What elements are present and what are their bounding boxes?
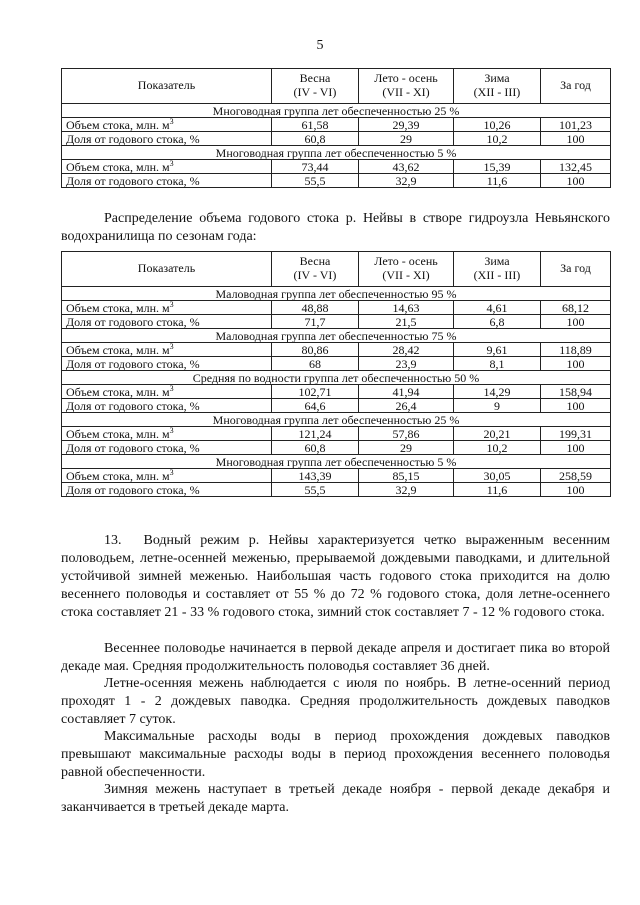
paragraph-distribution: Распределение объема годового стока р. Нейвы в створе гидроузла Невьянского водохранилища по сезонам года: bbox=[61, 211, 610, 244]
table-cell: 68,12 bbox=[541, 301, 611, 315]
table-cell: 10,2 bbox=[454, 441, 541, 455]
table-row bbox=[62, 343, 611, 357]
paragraph-max-discharge: Максимальные расходы воды в период прохождения дождевых паводков превышают максимальные расходы воды в период прохождения весеннего половодья равной обеспеченности. bbox=[61, 729, 610, 780]
table-cell: 29,39 bbox=[359, 118, 454, 132]
row-label-volume bbox=[62, 385, 272, 399]
table-cell: 11,6 bbox=[454, 483, 541, 497]
row-label-text: Объем стока, млн. м bbox=[66, 300, 170, 315]
paragraph-spring-flood: Весеннее половодье начинается в первой декаде апреля и достигает пика во второй декаде мая. Средняя продолжительность половодья составляет 36 дней. bbox=[61, 641, 610, 674]
page-number: 5 bbox=[316, 38, 324, 53]
header-spring-title: Весна bbox=[299, 71, 331, 86]
row-label-text: Объем стока, млн. м bbox=[66, 159, 170, 174]
table-row bbox=[62, 427, 611, 441]
unit-superscript: 3 bbox=[169, 159, 174, 168]
header-winter bbox=[454, 69, 541, 104]
row-label-text: Доля от годового стока, % bbox=[66, 173, 200, 188]
table-cell: 100 bbox=[541, 174, 611, 188]
table-cell: 10,26 bbox=[454, 118, 541, 132]
table-cell: 60,8 bbox=[272, 441, 359, 455]
runoff-table-1 bbox=[61, 68, 611, 188]
paragraph-summer-low-water: Летне-осенняя межень наблюдается с июля по ноябрь. В летне-осенний период проходят 1 - 2 дождевых паводка. Средняя продолжительность дождевых паводков составляет 7 суток. bbox=[61, 676, 610, 727]
table-cell: 32,9 bbox=[359, 174, 454, 188]
row-label-share bbox=[62, 483, 272, 497]
table-cell: 32,9 bbox=[359, 483, 454, 497]
header-winter-months: (XII - III) bbox=[473, 268, 521, 282]
header-summer-title: Лето - осень bbox=[374, 254, 438, 269]
header-year: За год bbox=[541, 69, 611, 104]
table-cell: 73,44 bbox=[272, 160, 359, 174]
table-cell: 41,94 bbox=[359, 385, 454, 399]
group-title-row bbox=[62, 329, 611, 343]
unit-superscript: 3 bbox=[169, 300, 174, 309]
table-cell: 28,42 bbox=[359, 343, 454, 357]
row-label-volume bbox=[62, 118, 272, 132]
table-cell: 29 bbox=[359, 441, 454, 455]
table-cell: 132,45 bbox=[541, 160, 611, 174]
row-label-text: Доля от годового стока, % bbox=[66, 398, 200, 413]
row-label-volume bbox=[62, 160, 272, 174]
table-row bbox=[62, 469, 611, 483]
table-cell: 100 bbox=[541, 315, 611, 329]
table-row bbox=[62, 441, 611, 455]
table-cell: 26,4 bbox=[359, 399, 454, 413]
header-winter-title: Зима bbox=[484, 71, 510, 86]
row-label-share bbox=[62, 132, 272, 146]
header-summer-title: Лето - осень bbox=[374, 71, 438, 86]
row-label-share bbox=[62, 399, 272, 413]
row-label-text: Объем стока, млн. м bbox=[66, 342, 170, 357]
header-spring bbox=[272, 69, 359, 104]
group-title-row bbox=[62, 371, 611, 385]
group-title: Многоводная группа лет обеспеченностью 25 % bbox=[62, 413, 611, 427]
row-label-text: Объем стока, млн. м bbox=[66, 384, 170, 399]
row-label-text: Доля от годового стока, % bbox=[66, 356, 200, 371]
group-title-row bbox=[62, 104, 611, 118]
row-label-text: Объем стока, млн. м bbox=[66, 426, 170, 441]
group-title-row bbox=[62, 287, 611, 301]
header-summer bbox=[359, 252, 454, 287]
table-cell: 100 bbox=[541, 399, 611, 413]
unit-superscript: 3 bbox=[169, 468, 174, 477]
table-cell: 258,59 bbox=[541, 469, 611, 483]
paragraph-number: 13. bbox=[104, 533, 122, 548]
header-spring-months: (IV - VI) bbox=[293, 85, 337, 99]
table-cell: 100 bbox=[541, 441, 611, 455]
table-row bbox=[62, 301, 611, 315]
table-cell: 43,62 bbox=[359, 160, 454, 174]
table-row bbox=[62, 385, 611, 399]
table-cell: 121,24 bbox=[272, 427, 359, 441]
row-label-volume bbox=[62, 469, 272, 483]
table-row bbox=[62, 483, 611, 497]
table-cell: 6,8 bbox=[454, 315, 541, 329]
group-title: Многоводная группа лет обеспеченностью 25 % bbox=[62, 104, 611, 118]
table-row bbox=[62, 357, 611, 371]
table-cell: 60,8 bbox=[272, 132, 359, 146]
runoff-table-2 bbox=[61, 251, 611, 497]
table-cell: 9,61 bbox=[454, 343, 541, 357]
table-cell: 23,9 bbox=[359, 357, 454, 371]
row-label-share bbox=[62, 174, 272, 188]
header-spring bbox=[272, 252, 359, 287]
table-row bbox=[62, 132, 611, 146]
table-cell: 20,21 bbox=[454, 427, 541, 441]
group-title-row bbox=[62, 455, 611, 469]
table-cell: 64,6 bbox=[272, 399, 359, 413]
table-cell: 48,88 bbox=[272, 301, 359, 315]
table-cell: 61,58 bbox=[272, 118, 359, 132]
header-spring-months: (IV - VI) bbox=[293, 268, 337, 282]
row-label-volume bbox=[62, 427, 272, 441]
table-cell: 55,5 bbox=[272, 174, 359, 188]
unit-superscript: 3 bbox=[169, 426, 174, 435]
table-row bbox=[62, 118, 611, 132]
header-indicator: Показатель bbox=[62, 69, 272, 104]
table-cell: 4,61 bbox=[454, 301, 541, 315]
row-label-volume bbox=[62, 301, 272, 315]
row-label-text: Доля от годового стока, % bbox=[66, 314, 200, 329]
header-indicator: Показатель bbox=[62, 252, 272, 287]
row-label-volume bbox=[62, 343, 272, 357]
header-year: За год bbox=[541, 252, 611, 287]
group-title: Многоводная группа лет обеспеченностью 5 % bbox=[62, 146, 611, 160]
table-cell: 30,05 bbox=[454, 469, 541, 483]
table-cell: 14,63 bbox=[359, 301, 454, 315]
table-cell: 100 bbox=[541, 132, 611, 146]
header-summer-months: (VII - XI) bbox=[382, 268, 430, 282]
unit-superscript: 3 bbox=[169, 384, 174, 393]
table-cell: 55,5 bbox=[272, 483, 359, 497]
table-cell: 57,86 bbox=[359, 427, 454, 441]
group-title: Многоводная группа лет обеспеченностью 5 % bbox=[62, 455, 611, 469]
table-row bbox=[62, 160, 611, 174]
table-row bbox=[62, 399, 611, 413]
table-row bbox=[62, 174, 611, 188]
header-spring-title: Весна bbox=[299, 254, 331, 269]
paragraph-13-text: Водный режим р. Нейвы характеризуется четко выраженным весенним половодьем, летне-осенней меженью, прерываемой дождевыми паводками, и длительной устойчивой зимней меженью. Наибольшая часть годового стока приходится на долю весеннего половодья и составляет от 55 % до 72 % годового стока, доля летне-осеннего стока составляет 21 - 33 % годового стока, зимний сток составляет 7 - 12 % годового стока. bbox=[61, 533, 610, 620]
paragraph-13 bbox=[61, 532, 610, 622]
table-cell: 8,1 bbox=[454, 357, 541, 371]
table-cell: 100 bbox=[541, 357, 611, 371]
group-title-row bbox=[62, 413, 611, 427]
table-cell: 29 bbox=[359, 132, 454, 146]
table-cell: 14,29 bbox=[454, 385, 541, 399]
group-title: Маловодная группа лет обеспеченностью 95 % bbox=[62, 287, 611, 301]
row-label-share bbox=[62, 357, 272, 371]
table-header-row bbox=[62, 252, 611, 287]
header-winter-months: (XII - III) bbox=[473, 85, 521, 99]
row-label-share bbox=[62, 315, 272, 329]
row-label-text: Объем стока, млн. м bbox=[66, 468, 170, 483]
table-cell: 15,39 bbox=[454, 160, 541, 174]
header-summer-months: (VII - XI) bbox=[382, 85, 430, 99]
table-cell: 80,86 bbox=[272, 343, 359, 357]
table-cell: 143,39 bbox=[272, 469, 359, 483]
table-cell: 68 bbox=[272, 357, 359, 371]
table-cell: 100 bbox=[541, 483, 611, 497]
paragraph-winter-low-water: Зимняя межень наступает в третьей декаде ноября - первой декаде декабря и заканчивается в третьей декаде марта. bbox=[61, 782, 610, 815]
row-label-share bbox=[62, 441, 272, 455]
row-label-text: Доля от годового стока, % bbox=[66, 440, 200, 455]
table-cell: 101,23 bbox=[541, 118, 611, 132]
group-title: Средняя по водности группа лет обеспеченностью 50 % bbox=[62, 371, 611, 385]
table-cell: 102,71 bbox=[272, 385, 359, 399]
row-label-text: Объем стока, млн. м bbox=[66, 117, 170, 132]
table-cell: 85,15 bbox=[359, 469, 454, 483]
unit-superscript: 3 bbox=[169, 117, 174, 126]
table-cell: 11,6 bbox=[454, 174, 541, 188]
table-cell: 71,7 bbox=[272, 315, 359, 329]
group-title: Маловодная группа лет обеспеченностью 75 % bbox=[62, 329, 611, 343]
table-cell: 10,2 bbox=[454, 132, 541, 146]
table-cell: 118,89 bbox=[541, 343, 611, 357]
table-cell: 158,94 bbox=[541, 385, 611, 399]
table-cell: 199,31 bbox=[541, 427, 611, 441]
group-title-row bbox=[62, 146, 611, 160]
header-winter bbox=[454, 252, 541, 287]
row-label-text: Доля от годового стока, % bbox=[66, 482, 200, 497]
header-summer bbox=[359, 69, 454, 104]
table-header-row bbox=[62, 69, 611, 104]
table-row bbox=[62, 315, 611, 329]
unit-superscript: 3 bbox=[169, 342, 174, 351]
table-cell: 21,5 bbox=[359, 315, 454, 329]
row-label-text: Доля от годового стока, % bbox=[66, 131, 200, 146]
table-cell: 9 bbox=[454, 399, 541, 413]
header-winter-title: Зима bbox=[484, 254, 510, 269]
